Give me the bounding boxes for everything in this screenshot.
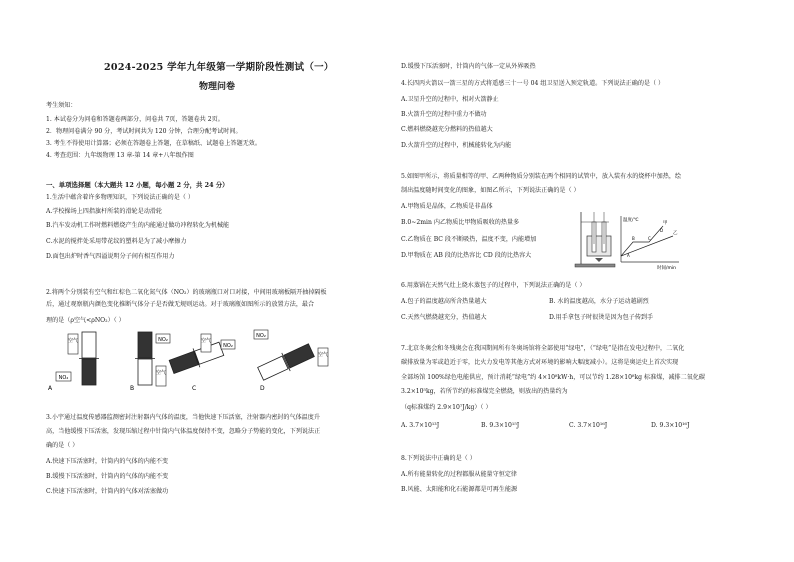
q2-d-air-label: 空气 <box>317 352 329 358</box>
q7-option-c: C. 3.7×10¹⁶J <box>569 422 608 429</box>
q5-option-c: C.乙物质在 BC 段不断吸热，温度不变，内能增加 <box>401 236 537 243</box>
q1-option-c: C.水泥的搅拌处采用带花纹的塑料是为了减小摩擦力 <box>46 238 187 245</box>
q2-c-no2-label: NO₂ <box>223 343 233 349</box>
exam-title: 2024-2025 学年九年级第一学期阶段性测试（一） <box>104 62 334 73</box>
q2-figure-a <box>48 332 99 392</box>
q4-stem: 4.长四丙火箭以一箭三星的方式将遥感三十一号 04 组卫星送入预定轨道。下列说法正确的是（ ） <box>401 80 665 87</box>
q7-line-5: （q标准煤约 2.9×10⁷J/kg）（ ） <box>401 404 492 411</box>
q2-d-letter: D <box>260 385 265 392</box>
q7-option-d: D. 9.3×10¹⁶J <box>651 422 690 429</box>
exam-subtitle: 物理问卷 <box>199 82 236 92</box>
q6-option-b: B. 水的温度越高，水分子运动越剧烈 <box>549 298 649 305</box>
q4-option-c: C.燃料燃烧越充分燃料的热值越大 <box>401 126 493 133</box>
q7-line-4: 3.2×10⁵kg，若所节约的标准煤完全燃烧，则放出的热量约为 <box>401 388 568 395</box>
notice-heading: 考生须知： <box>46 102 77 109</box>
q7-line-2: 碳排放量为零或趋近于零，比火力发电等其他方式对环境的影响大幅度减小）。这将是奥运史上首次实现 <box>401 359 679 366</box>
q5-graph-point-a: A <box>627 253 630 258</box>
q5-option-d: D.甲物质在 AB 段的比热容比 CD 段的比热容大 <box>401 252 532 259</box>
q3-option-d: D.缓慢下压活塞时，针筒内的气体一定从外界吸热 <box>401 63 536 70</box>
q7-option-a: A. 3.7×10¹³J <box>401 422 440 429</box>
q7-option-b: B. 9.3×10¹⁵J <box>481 422 520 429</box>
notice-line-1: 1. 本试卷分为问卷和答题卷两部分，问卷共 7页，答题卷共 2页。 <box>46 116 224 123</box>
q5-option-b: B.0~2min 内乙物质比甲物质吸收的热量多 <box>401 219 520 226</box>
q4-option-a: A.卫星升空的过程中，相对火箭静止 <box>401 96 499 103</box>
q6-option-d: D.用手拿包子时很烫是因为包子传到手 <box>549 314 654 321</box>
q5-graph-x-label: 时间/min <box>657 266 677 271</box>
q3-line-2: 高，当他缓慢下压活塞，发现压缩过程中针筒内气体温度保持不变，忽略分子势能的变化，下列说法正 <box>46 428 321 435</box>
q3-option-b: B.缓慢下压活塞时，针筒内的气体的内能不变 <box>46 473 169 480</box>
q8-stem: 8.下列说法中正确的是（ ） <box>401 455 476 462</box>
q5-graph-yi-label: 乙 <box>673 231 678 236</box>
q7-line-3: 全部场馆 100%绿色电能供应，预计消耗“绿电”约 4×10⁸kW·h，可以节约 1.28×10⁸kg 标准煤，减排二氧化碳 <box>401 374 705 381</box>
q1-option-b: B.汽车发动机工作时燃料燃烧产生的内能通过做功冲程转化为机械能 <box>46 222 230 229</box>
q2-figure-d <box>256 341 315 383</box>
q1-option-d: D.面包出炉时香气四溢说明分子间有相互作用力 <box>46 253 175 260</box>
q2-b-air-label: 空气 <box>155 370 167 376</box>
q1-stem: 1.生活中蕴含着许多物理知识，下列说法正确的是（ ） <box>46 194 194 201</box>
notice-line-3: 3. 考生不得使用计算器；必须在答题卷上答题，在草稿纸、试题卷上答题无效。 <box>46 140 261 147</box>
q2-a-letter: A <box>48 385 53 392</box>
q2-c-letter: C <box>192 385 197 392</box>
q5-graph-point-d: D <box>660 228 664 233</box>
q6-option-a: A.包子的温度越高所含热量越大 <box>401 298 487 305</box>
q1-option-a: A.学校操场上四指旗杆所装的滑轮是动滑轮 <box>46 208 163 215</box>
q5-temperature-graph <box>613 212 683 272</box>
q2-line-1: 2.将两个分别装有空气和红棕色二氧化氮气体（NO₂）的玻璃瓶口对口对接，中间用玻璃板隔开抽掉隔板 <box>46 289 327 296</box>
q2-b-no2-label: NO₂ <box>158 337 168 343</box>
q5-graph-jia-label: 甲 <box>663 221 668 226</box>
q5-line-2: 制出温度随时间变化的图象，如图乙所示，下列说法正确的是（ ） <box>401 187 580 194</box>
q8-option-b: B.风能、太阳能和化石能源都是可再生能源 <box>401 486 518 493</box>
q4-option-b: B.火箭升空的过程中重力不做功 <box>401 111 487 118</box>
q2-a-no2-label: NO₂ <box>58 375 69 381</box>
q6-stem: 6.用蒸锅在天然气灶上烧水蒸包子的过程中，下列说法正确的是（ ） <box>401 282 586 289</box>
q2-c-air-label: 空气 <box>200 338 212 344</box>
q5-graph-y-label: 温度/℃ <box>623 218 639 223</box>
notice-line-4: 4. 考查范围：九年级物理 13 章-第 14 章+八年级作图 <box>46 152 194 159</box>
q7-line-1: 7.北京冬奥会和冬残奥会在我国期间所有冬奥场馆将全部使用“绿电”，（“绿电”是指在发电过程中，二氧化 <box>401 345 685 352</box>
q2-figure-b <box>130 332 170 392</box>
q3-line-1: 3.小宇通过温度传感器监测密封注射器内气体的温度，当他快速下压活塞，注射器内密封的气体温度升 <box>46 414 320 421</box>
q2-a-air-label: 空气 <box>67 338 79 344</box>
q5-graph-jia-line <box>621 226 663 256</box>
q3-line-3: 确的是（ ） <box>46 442 79 449</box>
q5-graph-point-b: B <box>632 236 635 241</box>
q2-d-no2-label: NO₂ <box>256 333 266 339</box>
q2-line-3: 理的是（ρ空气<ρNO₂）（ ） <box>46 317 125 324</box>
q3-option-a: A.快速下压活塞时，针筒内的气体的内能不变 <box>46 458 169 465</box>
q4-option-d: D.火箭升空的过程中，机械能转化为内能 <box>401 142 512 149</box>
section-1-heading: 一、单项选择题（本大题共 12 小题，每小题 2 分，共 24 分） <box>46 181 229 189</box>
q2-b-letter: B <box>130 385 135 392</box>
q8-option-a: A.所有能量转化的过程都服从能量守恒定律 <box>401 471 518 478</box>
q5-option-a: A.甲物质是晶体，乙物质是非晶体 <box>401 203 493 210</box>
q2-line-2: 后，通过观察瓶内颜色变化推断气体分子是否做无规则运动。对于玻璃瓶如图所示的放置方法，最合 <box>46 301 315 308</box>
q5-graph-point-c: C <box>648 236 651 241</box>
q3-option-c: C.快速下压活塞时，针筒内的气体对活塞做功 <box>46 488 169 495</box>
q2-figure-c <box>168 339 225 376</box>
q6-option-c: C.天然气燃烧越充分，热值越大 <box>401 314 487 321</box>
notice-line-2: 2．物理问卷满分 90 分，考试时间共为 120 分钟，合理分配考试时间。 <box>46 128 242 135</box>
q2-jars-figure <box>46 328 344 394</box>
q5-line-1: 5.如图甲所示，将质量相等的甲、乙两种物质分别装在两个相同的试管中，放入装有水的烧杯中加热，绘 <box>401 173 682 180</box>
